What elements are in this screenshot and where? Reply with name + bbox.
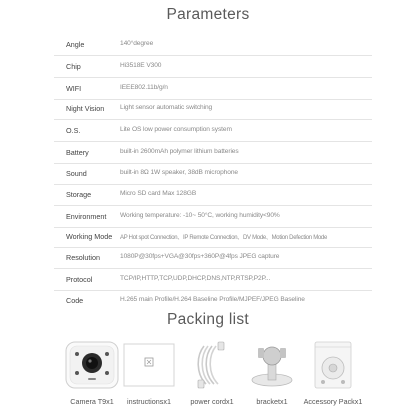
bracket-icon <box>242 340 302 390</box>
packing-item-accessory-pack <box>303 340 363 416</box>
instructions-booklet-icon <box>119 340 179 390</box>
parameters-title: Parameters <box>166 6 250 23</box>
packing-item-instructions <box>119 340 179 416</box>
packing-item-caption: Accessory Packx1 <box>303 397 363 406</box>
packing-list <box>0 340 416 416</box>
param-row-storage <box>54 183 372 206</box>
param-row-resolution <box>54 246 372 269</box>
param-value: Lite OS low power consumption system <box>120 126 232 133</box>
param-label: Chip <box>66 62 81 71</box>
param-label: Storage <box>66 190 92 199</box>
param-value: 140°degree <box>120 40 154 47</box>
param-value: H.265 main Profile/H.264 Baseline Profile/MJPEF/JPEG Baseline <box>120 296 305 303</box>
packing-item-caption: instructionsx1 <box>127 397 171 406</box>
param-value: Light sensor automatic switching <box>120 104 213 111</box>
param-value: TCP/IP,HTTP,TCP,UDP,DHCP,DNS,NTP,RTSP,P2P... <box>120 275 271 282</box>
param-row-chip <box>54 55 372 78</box>
param-value: 1080P@30fps+VGA@30fps+360P@4fps JPEG capture <box>120 253 280 260</box>
param-label: Environment <box>66 212 107 221</box>
param-label: Code <box>66 296 84 305</box>
param-label: Sound <box>66 169 87 178</box>
param-row-code <box>54 289 372 311</box>
power-cord-icon <box>182 340 242 390</box>
param-row-angle <box>54 33 372 56</box>
param-label: Working Mode <box>66 232 113 241</box>
param-row-os <box>54 119 372 142</box>
param-value: Micro SD card Max 128GB <box>120 190 197 197</box>
param-label: Night Vision <box>66 104 105 113</box>
param-label: WIFI <box>66 84 82 93</box>
accessory-pack-icon <box>303 340 363 390</box>
packing-item-caption: bracketx1 <box>256 397 288 406</box>
param-label: Battery <box>66 148 89 157</box>
param-value: Hi3518E V300 <box>120 62 162 69</box>
packing-list-title: Packing list <box>167 311 249 328</box>
param-label: Resolution <box>66 253 100 262</box>
param-value: built-in 2600mAh polymer lithium batteries <box>120 148 239 155</box>
param-value: IEEE802.11b/g/n <box>120 84 168 91</box>
param-row-working-mode <box>54 225 372 248</box>
param-label: O.S. <box>66 126 81 135</box>
camera-icon <box>62 340 122 390</box>
param-value: built-in 8Ω 1W speaker, 38dB microphone <box>120 169 238 176</box>
param-label: Angle <box>66 40 85 49</box>
param-row-night-vision <box>54 97 372 120</box>
param-row-protocol <box>54 268 372 291</box>
packing-item-caption: power cordx1 <box>190 397 234 406</box>
param-value: AP Hot spot Connection、IP Remote Connection、DV Mode、Motion Defection Mode <box>120 235 327 241</box>
param-row-battery <box>54 141 372 164</box>
param-value: Working temperature: -10~ 50°C, working humidity<90% <box>120 212 280 219</box>
param-row-sound <box>54 162 372 185</box>
packing-item-caption: Camera T9x1 <box>70 397 114 406</box>
param-label: Protocol <box>66 275 93 284</box>
